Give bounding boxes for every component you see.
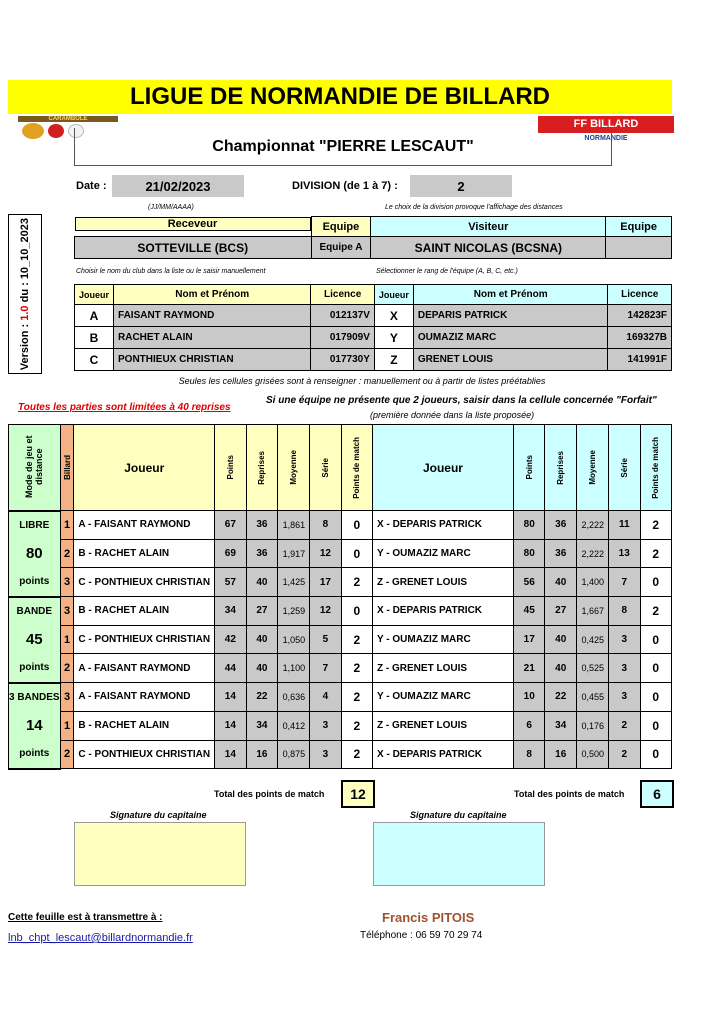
col-away-serie: Série <box>619 457 629 478</box>
ball-icon <box>22 123 44 139</box>
away-match-points: 0 <box>640 740 672 769</box>
mode-distance: 45 <box>9 625 61 654</box>
home-player-name[interactable]: RACHET ALAIN <box>114 327 311 349</box>
billard-number: 1 <box>60 511 74 540</box>
home-serie[interactable]: 7 <box>310 654 342 683</box>
mode-distance: 14 <box>9 711 61 740</box>
division-label: DIVISION (de 1 à 7) : <box>292 180 398 192</box>
away-serie[interactable]: 2 <box>608 711 640 740</box>
home-points[interactable]: 44 <box>215 654 247 683</box>
away-moyenne: 0,500 <box>577 740 609 769</box>
home-points[interactable]: 14 <box>215 711 247 740</box>
home-licence-col: Licence <box>311 285 374 305</box>
page-title: LIGUE DE NORMANDIE DE BILLARD <box>8 80 672 114</box>
date-format-hint: (JJ/MM/AAAA) <box>148 204 194 211</box>
home-moyenne: 1,425 <box>278 568 310 597</box>
away-points[interactable]: 6 <box>513 711 545 740</box>
away-match-points: 2 <box>640 539 672 568</box>
away-match-points: 0 <box>640 683 672 712</box>
home-equipe-field[interactable]: Equipe A <box>311 237 371 259</box>
home-moyenne: 1,100 <box>278 654 310 683</box>
contact-name: Francis PITOIS <box>382 910 475 925</box>
col-home-serie: Série <box>320 457 330 478</box>
home-reprises[interactable]: 16 <box>246 740 278 769</box>
mode-distance: 80 <box>9 539 61 568</box>
result-row <box>9 597 672 626</box>
home-points[interactable]: 34 <box>215 597 247 626</box>
away-player: X - DEPARIS PATRICK <box>373 511 514 540</box>
home-player-letter: A <box>75 305 114 327</box>
home-club-note: Choisir le nom du club dans la liste ou le saisir manuellement <box>76 268 266 275</box>
away-reprises[interactable]: 36 <box>545 539 577 568</box>
division-field[interactable]: 2 <box>410 175 512 197</box>
col-billard: Billard <box>62 455 72 480</box>
result-row <box>9 511 672 540</box>
home-player-letter: B <box>75 327 114 349</box>
away-serie[interactable]: 2 <box>608 740 640 769</box>
home-player: C - PONTHIEUX CHRISTIAN <box>74 625 215 654</box>
home-player: B - RACHET ALAIN <box>74 711 215 740</box>
col-home-points: Points <box>225 455 235 480</box>
home-moyenne: 0,412 <box>278 711 310 740</box>
mode-unit: points <box>9 654 61 683</box>
home-player: A - FAISANT RAYMOND <box>74 511 215 540</box>
home-player-licence[interactable]: 012137V <box>311 305 374 327</box>
away-match-points: 0 <box>640 568 672 597</box>
home-reprises[interactable]: 40 <box>246 625 278 654</box>
away-player: X - DEPARIS PATRICK <box>373 740 514 769</box>
col-home-moyenne: Moyenne <box>289 450 299 485</box>
home-total-value: 12 <box>341 780 375 808</box>
forfait-note-2: (première donnée dans la liste proposée) <box>370 410 535 420</box>
result-row <box>9 625 672 654</box>
billard-number: 2 <box>60 740 74 769</box>
date-field[interactable]: 21/02/2023 <box>112 175 244 197</box>
away-header: Visiteur <box>371 217 606 237</box>
away-player: Z - GRENET LOUIS <box>373 654 514 683</box>
col-away-pm: Points de match <box>651 436 661 499</box>
home-serie[interactable]: 3 <box>310 711 342 740</box>
home-signature-box[interactable] <box>74 822 246 886</box>
home-moyenne: 1,259 <box>278 597 310 626</box>
player-row <box>75 349 672 371</box>
col-away-points: Points <box>524 455 534 480</box>
home-name-col: Nom et Prénom <box>114 285 311 305</box>
home-match-points: 0 <box>341 511 372 540</box>
col-home-player: Joueur <box>74 425 215 511</box>
away-serie[interactable]: 7 <box>608 568 640 597</box>
away-player-name[interactable]: GRENET LOUIS <box>413 349 608 371</box>
home-match-points: 2 <box>341 683 372 712</box>
away-player-letter: Y <box>374 327 413 349</box>
away-points[interactable]: 45 <box>513 597 545 626</box>
away-serie[interactable]: 11 <box>608 511 640 540</box>
away-points[interactable]: 80 <box>513 511 545 540</box>
away-points[interactable]: 17 <box>513 625 545 654</box>
away-moyenne: 0,425 <box>577 625 609 654</box>
home-player-letter: C <box>75 349 114 371</box>
result-row <box>9 683 672 712</box>
result-row <box>9 711 672 740</box>
home-serie[interactable]: 3 <box>310 740 342 769</box>
col-away-player: Joueur <box>373 425 514 511</box>
away-club-note: Sélectionner le rang de l'équipe (A, B, C, etc.) <box>376 268 518 275</box>
billard-number: 2 <box>60 654 74 683</box>
away-points[interactable]: 80 <box>513 539 545 568</box>
home-club-field[interactable]: SOTTEVILLE (BCS) <box>75 237 312 259</box>
away-player-licence[interactable]: 169327B <box>608 327 672 349</box>
date-label: Date : <box>76 180 107 192</box>
home-match-points: 2 <box>341 654 372 683</box>
away-total-value: 6 <box>640 780 674 808</box>
home-player: B - RACHET ALAIN <box>74 539 215 568</box>
home-serie[interactable]: 8 <box>310 511 342 540</box>
home-player: A - FAISANT RAYMOND <box>74 654 215 683</box>
away-match-points: 0 <box>640 625 672 654</box>
away-player-col: Joueur <box>374 285 413 305</box>
home-player: A - FAISANT RAYMOND <box>74 683 215 712</box>
ff-billard-logo-text: FF BILLARD <box>573 118 639 130</box>
home-signature-label: Signature du capitaine <box>110 810 207 820</box>
billard-number: 3 <box>60 568 74 597</box>
away-reprises[interactable]: 16 <box>545 740 577 769</box>
col-away-reprises: Reprises <box>556 450 566 485</box>
billard-number: 3 <box>60 683 74 712</box>
home-match-points: 2 <box>341 740 372 769</box>
mode-unit: points <box>9 568 61 597</box>
col-mode: Mode de jeu et distance <box>24 436 45 499</box>
billard-number: 1 <box>60 711 74 740</box>
ball-icon <box>48 124 64 138</box>
home-serie[interactable]: 12 <box>310 539 342 568</box>
away-player-letter: X <box>374 305 413 327</box>
billard-number: 2 <box>60 539 74 568</box>
away-player: Z - GRENET LOUIS <box>373 711 514 740</box>
teams-table <box>74 216 672 259</box>
billard-number: 3 <box>60 597 74 626</box>
away-player: X - DEPARIS PATRICK <box>373 597 514 626</box>
home-reprises[interactable]: 36 <box>246 539 278 568</box>
away-player-name[interactable]: DEPARIS PATRICK <box>413 305 608 327</box>
home-moyenne: 0,636 <box>278 683 310 712</box>
reprises-limit-note: Toutes les parties sont limitées à 40 reprises <box>18 402 231 413</box>
away-player-letter: Z <box>374 349 413 371</box>
away-points[interactable]: 21 <box>513 654 545 683</box>
away-club-field[interactable]: SAINT NICOLAS (BCSNA) <box>371 237 606 259</box>
away-moyenne: 0,455 <box>577 683 609 712</box>
version-prefix: Version : <box>19 320 31 371</box>
away-moyenne: 1,667 <box>577 597 609 626</box>
away-equipe-header: Equipe <box>606 217 672 237</box>
home-reprises[interactable]: 27 <box>246 597 278 626</box>
mode-name: BANDE <box>9 597 61 626</box>
home-player-name[interactable]: FAISANT RAYMOND <box>114 305 311 327</box>
results-header <box>9 425 672 511</box>
home-moyenne: 1,861 <box>278 511 310 540</box>
home-player: B - RACHET ALAIN <box>74 597 215 626</box>
player-row <box>75 327 672 349</box>
away-match-points: 2 <box>640 597 672 626</box>
away-reprises[interactable]: 40 <box>545 654 577 683</box>
away-moyenne: 1,400 <box>577 568 609 597</box>
home-points[interactable]: 14 <box>215 683 247 712</box>
home-points[interactable]: 42 <box>215 625 247 654</box>
championship-title: Championnat "PIERRE LESCAUT" <box>74 128 612 166</box>
mode-unit: points <box>9 740 61 769</box>
home-serie[interactable]: 4 <box>310 683 342 712</box>
away-player: Z - GRENET LOUIS <box>373 568 514 597</box>
grey-cells-note: Seules les cellules grisées sont à renseigner : manuellement ou à partir de listes préétablies <box>178 376 546 386</box>
away-signature-label: Signature du capitaine <box>410 810 507 820</box>
mode-name: LIBRE <box>9 511 61 540</box>
col-home-pm: Points de match <box>352 436 362 499</box>
home-player-col: Joueur <box>75 285 114 305</box>
col-away-moyenne: Moyenne <box>587 450 597 485</box>
away-player: Y - OUMAZIZ MARC <box>373 683 514 712</box>
home-player: C - PONTHIEUX CHRISTIAN <box>74 740 215 769</box>
away-moyenne: 2,222 <box>577 539 609 568</box>
home-match-points: 2 <box>341 711 372 740</box>
result-row <box>9 740 672 769</box>
home-header: Receveur <box>75 217 311 231</box>
away-reprises[interactable]: 22 <box>545 683 577 712</box>
away-serie[interactable]: 3 <box>608 654 640 683</box>
ff-billard-logo-sub: NORMANDIE <box>584 135 628 142</box>
home-player-name[interactable]: PONTHIEUX CHRISTIAN <box>114 349 311 371</box>
away-moyenne: 0,525 <box>577 654 609 683</box>
home-points[interactable]: 57 <box>215 568 247 597</box>
mode-name: 3 BANDES <box>9 683 61 712</box>
away-player-licence[interactable]: 141991F <box>608 349 672 371</box>
home-match-points: 0 <box>341 597 372 626</box>
away-reprises[interactable]: 27 <box>545 597 577 626</box>
version-suffix: du : 10_10_2023 <box>19 217 31 306</box>
home-reprises[interactable]: 34 <box>246 711 278 740</box>
forfait-note: Si une équipe ne présente que 2 joueurs, saisir dans la cellule concernée "Forfait" <box>266 395 657 406</box>
away-player-licence[interactable]: 142823F <box>608 305 672 327</box>
version-box <box>8 214 42 374</box>
player-row <box>75 305 672 327</box>
away-serie[interactable]: 3 <box>608 625 640 654</box>
home-moyenne: 1,050 <box>278 625 310 654</box>
home-serie[interactable]: 17 <box>310 568 342 597</box>
away-moyenne: 0,176 <box>577 711 609 740</box>
away-serie[interactable]: 13 <box>608 539 640 568</box>
players-table <box>74 284 672 371</box>
home-points[interactable]: 14 <box>215 740 247 769</box>
away-reprises[interactable]: 40 <box>545 568 577 597</box>
away-moyenne: 2,222 <box>577 511 609 540</box>
home-points[interactable]: 69 <box>215 539 247 568</box>
away-reprises[interactable]: 34 <box>545 711 577 740</box>
away-match-points: 0 <box>640 711 672 740</box>
result-row <box>9 654 672 683</box>
col-home-reprises: Reprises <box>257 450 267 485</box>
away-equipe-field[interactable] <box>606 237 672 259</box>
home-moyenne: 1,917 <box>278 539 310 568</box>
contact-phone: Téléphone : 06 59 70 29 74 <box>360 930 483 941</box>
away-total-label: Total des points de match <box>514 789 625 799</box>
home-reprises[interactable]: 40 <box>246 568 278 597</box>
version-number: 1.0 <box>19 305 31 321</box>
away-reprises[interactable]: 40 <box>545 625 577 654</box>
carambole-logo-text: CARAMBOLE <box>48 116 88 122</box>
away-serie[interactable]: 3 <box>608 683 640 712</box>
away-match-points: 0 <box>640 654 672 683</box>
away-match-points: 2 <box>640 511 672 540</box>
away-player: Y - OUMAZIZ MARC <box>373 539 514 568</box>
away-serie[interactable]: 8 <box>608 597 640 626</box>
home-total-label: Total des points de match <box>214 789 325 799</box>
away-reprises[interactable]: 36 <box>545 511 577 540</box>
email-link[interactable]: lnb_chpt_lescaut@billardnormandie.fr <box>8 932 193 944</box>
results-table <box>8 424 672 770</box>
home-reprises[interactable]: 40 <box>246 654 278 683</box>
away-player-name[interactable]: OUMAZIZ MARC <box>413 327 608 349</box>
away-licence-col: Licence <box>608 285 672 305</box>
away-points[interactable]: 8 <box>513 740 545 769</box>
home-reprises[interactable]: 36 <box>246 511 278 540</box>
billard-number: 1 <box>60 625 74 654</box>
away-points[interactable]: 10 <box>513 683 545 712</box>
home-reprises[interactable]: 22 <box>246 683 278 712</box>
home-player: C - PONTHIEUX CHRISTIAN <box>74 568 215 597</box>
away-name-col: Nom et Prénom <box>413 285 608 305</box>
away-signature-box[interactable] <box>373 822 545 886</box>
result-row <box>9 568 672 597</box>
transmit-label: Cette feuille est à transmettre à : <box>8 912 163 923</box>
home-player-licence[interactable]: 017730Y <box>311 349 374 371</box>
home-equipe-header: Equipe <box>311 217 371 237</box>
home-serie[interactable]: 12 <box>310 597 342 626</box>
home-moyenne: 0,875 <box>278 740 310 769</box>
division-note: Le choix de la division provoque l'affichage des distances <box>385 204 563 211</box>
home-match-points: 2 <box>341 568 372 597</box>
result-row <box>9 539 672 568</box>
home-serie[interactable]: 5 <box>310 625 342 654</box>
away-player: Y - OUMAZIZ MARC <box>373 625 514 654</box>
home-match-points: 0 <box>341 539 372 568</box>
away-points[interactable]: 56 <box>513 568 545 597</box>
home-match-points: 2 <box>341 625 372 654</box>
home-player-licence[interactable]: 017909V <box>311 327 374 349</box>
home-points[interactable]: 67 <box>215 511 247 540</box>
